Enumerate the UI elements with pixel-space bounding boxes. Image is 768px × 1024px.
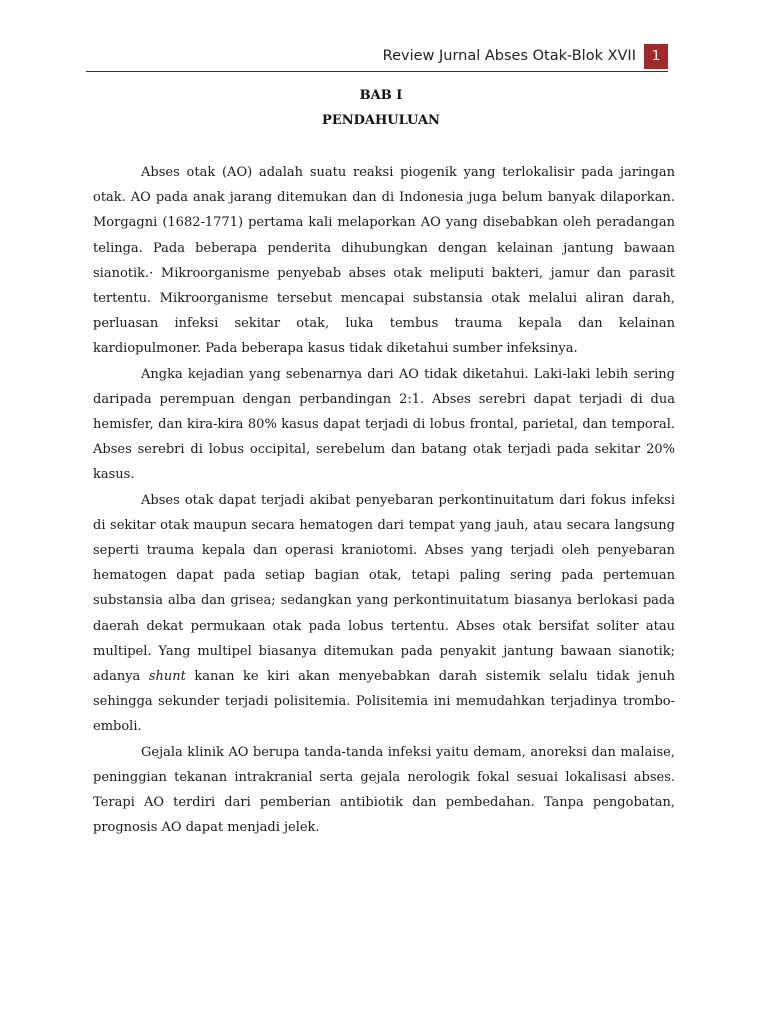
paragraph-2: Angka kejadian yang sebenarnya dari AO tidak diketahui. Laki-laki lebih sering daripada perempuan dengan perbandingan 2:1. Abses serebri dapat terjadi di dua hemisfer, dan kira-kira 80% kasus dapat terjadi di lobus frontal, parietal, dan temporal. Abses serebri di lobus occipital, serebelum dan batang otak terjadi pada sekitar 20% kasus. xyxy=(93,366,675,483)
paragraph-1: Abses otak (AO) adalah suatu reaksi piogenik yang terlokalisir pada jaringan otak. AO pada anak jarang ditemukan dan di Indonesia juga belum banyak dilaporkan. Morgagni (1682-1771) pertama kali melaporkan AO yang disebabkan oleh peradangan telinga. Pada beberapa penderita dihubungkan dengan kelainan jantung bawaan sianotik.· Mikroorganisme penyebab abses otak meliputi bakteri, jamur dan parasit tertentu. Mikroorganisme tersebut mencapai substansia otak melalui aliran darah, perluasan infeksi sekitar otak, luka tembus trauma kepala dan kelainan kardiopulmoner. Pada beberapa kasus tidak diketahui sumber infeksinya. xyxy=(93,165,675,357)
header-title: Review Jurnal Abses Otak-Blok XVII xyxy=(382,48,636,64)
body-text xyxy=(93,160,675,840)
page-header xyxy=(86,44,668,72)
shunt-term: shunt xyxy=(148,669,186,685)
chapter-title: PENDAHULUAN xyxy=(322,113,440,128)
paragraph-3-part-b: kanan ke kiri akan menyebabkan darah sistemik selalu tidak jenuh sehingga sekunder terjadi polisitemia. Polisitemia ini memudahkan terjadinya trombo-emboli. xyxy=(93,669,675,735)
paragraph-3 xyxy=(93,488,675,740)
page-number-badge: 1 xyxy=(644,44,668,69)
chapter-label: BAB I xyxy=(359,88,403,103)
paragraph-4: Gejala klinik AO berupa tanda-tanda infeksi yaitu demam, anoreksi dan malaise, peninggian tekanan intrakranial serta gejala nerologik fokal sesuai lokalisasi abses. Terapi AO terdiri dari pemberian antibiotik dan pembedahan. Tanpa pengobatan, prognosis AO dapat menjadi jelek. xyxy=(93,744,675,836)
paragraph-3-part-a: Abses otak dapat terjadi akibat penyebaran perkontinuitatum dari fokus infeksi di sekitar otak maupun secara hematogen dari tempat yang jauh, atau secara langsung seperti trauma kepala dan operasi kraniotomi. Abses yang terjadi oleh penyebaran hematogen dapat pada setiap bagian otak, tetapi paling sering pada pertemuan substansia alba dan grisea; sedangkan yang perkontinuitatum biasanya berlokasi pada daerah dekat permukaan otak pada lobus tertentu. Abses otak bersifat soliter atau multipel. Yang multipel biasanya ditemukan pada penyakit jantung bawaan sianotik; adanya xyxy=(93,492,675,685)
